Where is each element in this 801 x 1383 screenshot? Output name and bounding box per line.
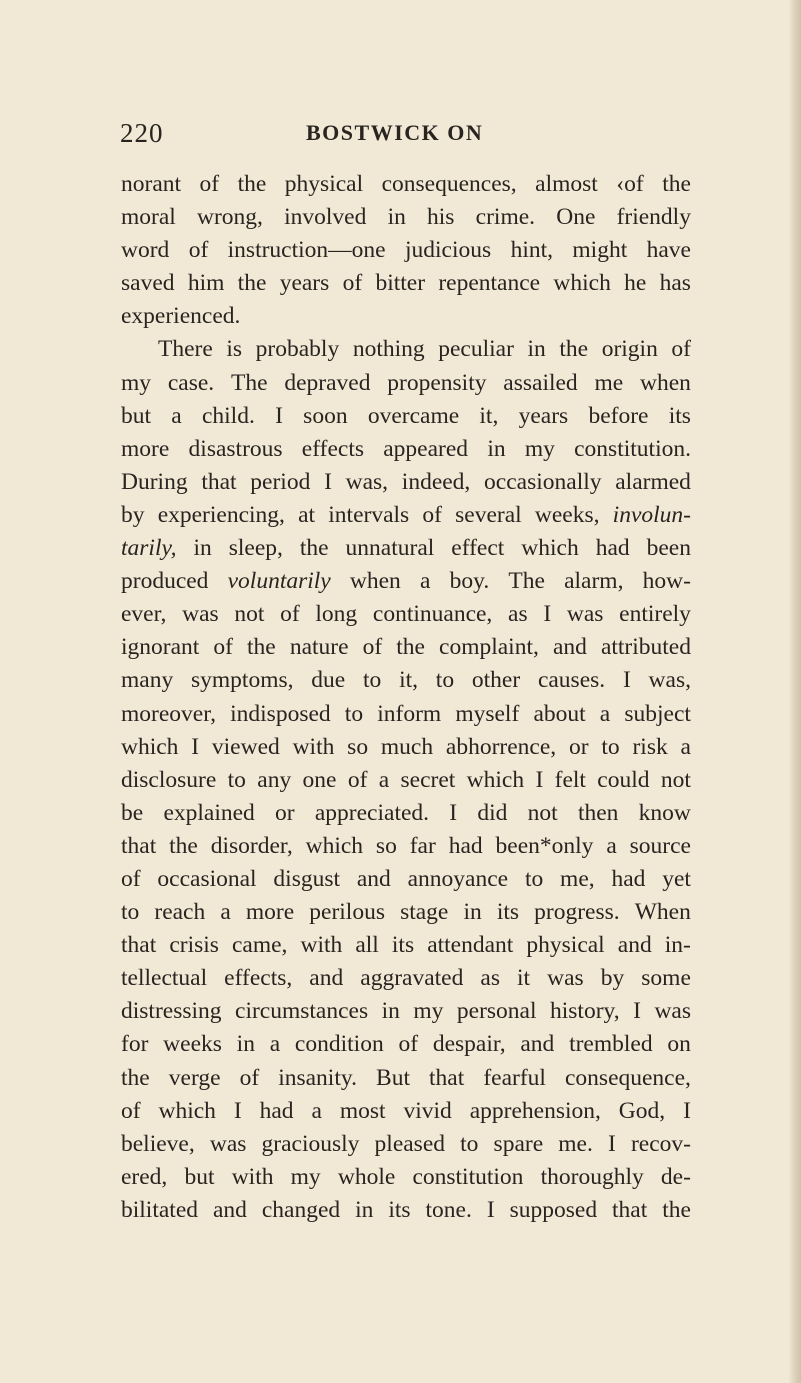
page-header <box>0 118 801 158</box>
text-line: that the disorder, which so far had been*only a source <box>121 832 691 859</box>
text-line: more disastrous effects appeared in my constitution. <box>121 435 691 462</box>
page-number: 220 <box>120 118 164 148</box>
text-line: which I viewed with so much abhorrence, or to risk a <box>121 733 691 760</box>
text-line: that crisis came, with all its attendant physical and in- <box>121 932 691 959</box>
text-line: of occasional disgust and annoyance to me, had yet <box>121 865 691 892</box>
page-edge <box>789 0 801 1383</box>
text-line: by experiencing, at intervals of several weeks, involun- <box>121 501 691 528</box>
text-line: bilitated and changed in its tone. I supposed that the <box>121 1196 691 1223</box>
text-line: many symptoms, due to it, to other causes. I was, <box>121 667 691 694</box>
text-line: of which I had a most vivid apprehension, God, I <box>121 1097 691 1124</box>
running-head: BOSTWICK ON <box>306 120 484 145</box>
text-line: experienced. <box>121 303 241 330</box>
text-line: produced voluntarily when a boy. The alarm, how- <box>121 568 691 595</box>
text-line: There is probably nothing peculiar in the origin of <box>158 336 691 363</box>
text-line: but a child. I soon overcame it, years before its <box>121 402 691 429</box>
text-line: distressing circumstances in my personal history, I was <box>121 998 691 1025</box>
text-line: ignorant of the nature of the complaint, and attributed <box>121 634 691 661</box>
text-line: moral wrong, involved in his crime. One friendly <box>121 204 691 231</box>
text-line: my case. The depraved propensity assailed me when <box>121 369 691 396</box>
text-line: for weeks in a condition of despair, and trembled on <box>121 1031 691 1058</box>
text-line: During that period I was, indeed, occasionally alarmed <box>121 468 691 495</box>
text-line: tarily, in sleep, the unnatural effect which had been <box>121 535 691 562</box>
text-line: ever, was not of long continuance, as I was entirely <box>121 601 691 628</box>
text-line: to reach a more perilous stage in its progress. When <box>121 899 691 926</box>
body-text <box>121 168 691 1227</box>
text-line: be explained or appreciated. I did not then know <box>121 799 691 826</box>
text-line: believe, was graciously pleased to spare me. I recov- <box>121 1130 691 1157</box>
text-line: the verge of insanity. But that fearful consequence, <box>121 1064 691 1091</box>
text-line: disclosure to any one of a secret which I felt could not <box>121 766 691 793</box>
text-line: moreover, indisposed to inform myself about a subject <box>121 700 691 727</box>
text-line: norant of the physical consequences, almost ‹of the <box>121 171 691 197</box>
text-line: word of instruction—one judicious hint, might have <box>121 237 691 264</box>
text-line: tellectual effects, and aggravated as it was by some <box>121 965 691 992</box>
text-line: saved him the years of bitter repentance which he has <box>121 270 691 297</box>
text-line: ered, but with my whole constitution thoroughly de- <box>121 1163 691 1190</box>
